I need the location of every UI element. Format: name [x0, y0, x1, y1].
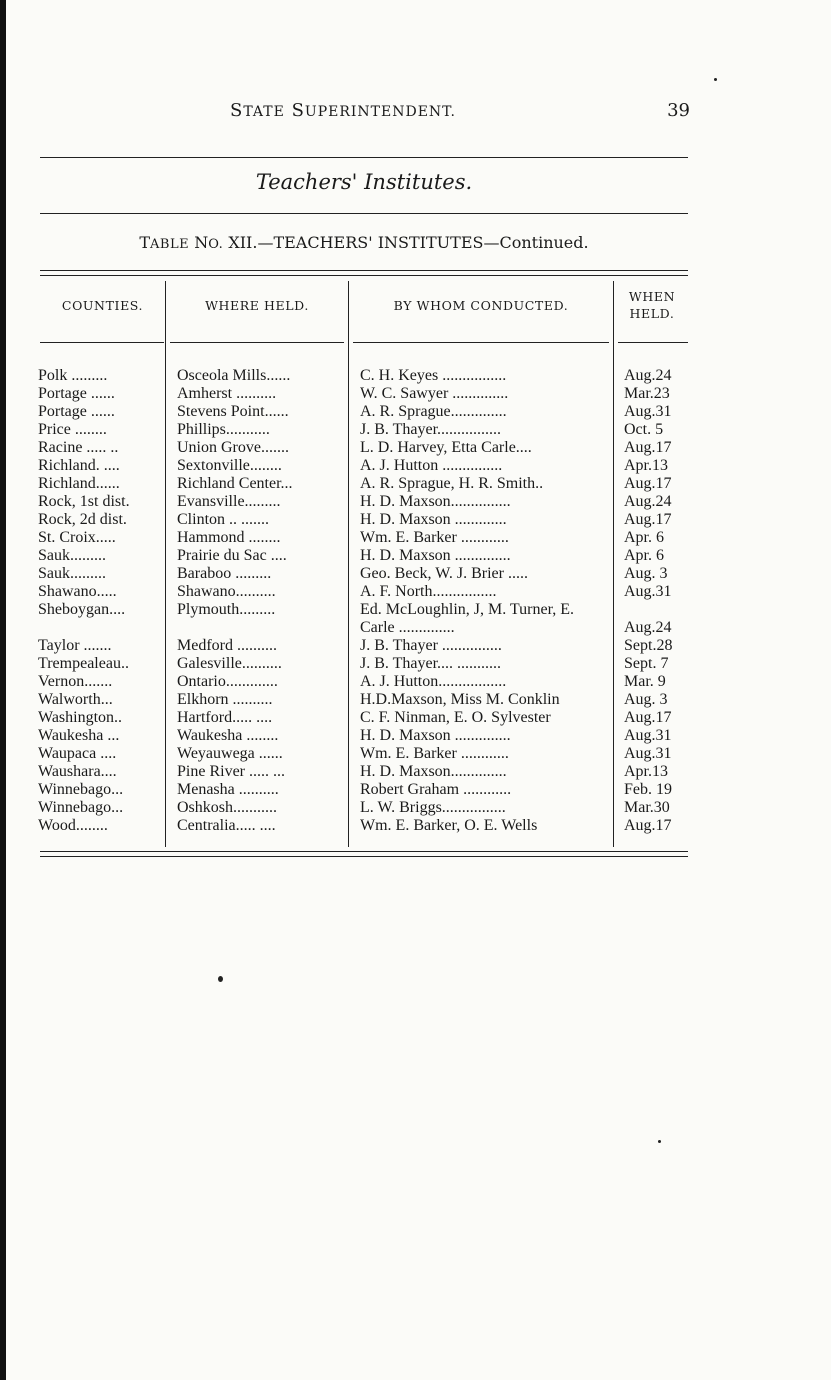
place-cell: Ontario............. [177, 673, 278, 690]
date-cell: Apr. 6 [624, 529, 664, 546]
date-cell: Sept. 7 [624, 655, 669, 672]
section-rule [40, 213, 688, 214]
caption-rest: XII.—TEACHERS' INSTITUTES—Continued. [223, 233, 589, 252]
conductor-cell: Wm. E. Barker ............ [360, 529, 509, 546]
conductor-cell: Robert Graham ............ [360, 781, 512, 798]
table-row [38, 637, 690, 655]
conductor-cell: Wm. E. Barker ............ [360, 745, 509, 762]
table-top-rule-1 [40, 270, 688, 271]
page-edge-shadow [0, 0, 6, 1380]
table-row [38, 403, 690, 421]
date-cell: Oct. 5 [624, 421, 664, 438]
place-cell: Hartford..... .... [177, 709, 273, 726]
conductor-cell: H. D. Maxson.............. [360, 763, 507, 780]
date-cell: Aug.24 [624, 367, 672, 384]
county-cell: Sauk......... [38, 547, 106, 564]
table-row [38, 583, 690, 601]
column-header-where-held: WHERE HELD. [205, 298, 309, 313]
place-cell: Hammond ........ [177, 529, 281, 546]
conductor-cell: H. D. Maxson............... [360, 493, 511, 510]
county-cell: Richland...... [38, 475, 120, 492]
table-row [38, 493, 690, 511]
conductor-cell: A. F. North................ [360, 583, 497, 600]
date-cell: Aug. 3 [624, 565, 668, 582]
table-row [38, 817, 690, 835]
county-cell: Waupaca .... [38, 745, 117, 762]
place-cell: Union Grove....... [177, 439, 289, 456]
county-cell: Price ........ [38, 421, 107, 438]
column-header-when-held [614, 288, 690, 322]
ink-speck [218, 976, 223, 982]
county-cell: Polk ......... [38, 367, 108, 384]
conductor-cell: C. H. Keyes ................ [360, 367, 507, 384]
table-row [38, 745, 690, 763]
table-row [38, 385, 690, 403]
ink-speck [658, 1140, 661, 1143]
county-cell: Washington.. [38, 709, 123, 726]
date-cell: Aug.31 [624, 727, 672, 744]
institutes-table-body [38, 367, 690, 835]
table-row [38, 781, 690, 799]
conductor-cell: J. B. Thayer................ [360, 421, 502, 438]
conductor-cell: H. D. Maxson .............. [360, 727, 511, 744]
place-cell: Phillips........... [177, 421, 270, 438]
conductor-cell: L. D. Harvey, Etta Carle.... [360, 439, 532, 456]
running-title [230, 100, 456, 121]
place-cell: Clinton .. ....... [177, 511, 270, 528]
table-row [38, 511, 690, 529]
table-row [38, 673, 690, 691]
county-cell: St. Croix..... [38, 529, 116, 546]
conductor-cell: C. F. Ninman, E. O. Sylvester [360, 709, 551, 726]
place-cell: Medford .......... [177, 637, 277, 654]
date-cell: Aug.24 [624, 493, 672, 510]
place-cell: Evansville......... [177, 493, 281, 510]
conductor-cell: H. D. Maxson ............. [360, 511, 507, 528]
conductor-cell: Ed. McLoughlin, J, M. Turner, E. Carle .............. [360, 601, 575, 636]
table-row [38, 655, 690, 673]
place-cell: Prairie du Sac .... [177, 547, 287, 564]
place-cell: Waukesha ........ [177, 727, 279, 744]
running-title-cap-2: S [291, 100, 305, 121]
caption-table-rest: ABLE [150, 237, 190, 252]
column-header-counties: COUNTIES. [61, 298, 144, 313]
conductor-cell: L. W. Briggs................ [360, 799, 506, 816]
place-cell: Centralia..... .... [177, 817, 276, 834]
date-cell: Apr. 6 [624, 547, 664, 564]
table-row [38, 421, 690, 439]
county-cell: Rock, 2d dist. [38, 511, 127, 528]
date-cell: Apr.13 [624, 457, 668, 474]
table-bottom-rule-1 [40, 851, 688, 852]
conductor-cell: H.D.Maxson, Miss M. Conklin [360, 691, 560, 708]
header-rule-where-held [170, 342, 344, 343]
date-cell: Sept.28 [624, 637, 673, 654]
column-header-when-line-1: WHEN [628, 289, 676, 304]
place-cell: Elkhorn .......... [177, 691, 273, 708]
county-cell: Trempealeau.. [38, 655, 129, 672]
table-row [38, 439, 690, 457]
conductor-cell: A. J. Hutton ............... [360, 457, 503, 474]
date-cell: Aug. 3 [624, 691, 668, 708]
county-cell: Racine ..... .. [38, 439, 119, 456]
running-title-cap-1: S [230, 100, 244, 121]
running-title-rest-1: TATE [243, 104, 285, 120]
date-cell: Aug.31 [624, 403, 672, 420]
date-cell: Mar.23 [624, 385, 670, 402]
place-cell: Menasha .......... [177, 781, 279, 798]
county-cell: Richland. .... [38, 457, 120, 474]
page-number: 39 [667, 100, 690, 121]
date-cell: Apr.13 [624, 763, 668, 780]
date-cell: Mar. 9 [624, 673, 666, 690]
running-head [40, 100, 690, 128]
county-cell: Waushara.... [38, 763, 117, 780]
conductor-cell: J. B. Thayer ............... [360, 637, 502, 654]
ink-speck [714, 78, 717, 81]
place-cell: Pine River ..... ... [177, 763, 285, 780]
conductor-cell: J. B. Thayer.... ........... [360, 655, 502, 672]
place-cell: Amherst .......... [177, 385, 277, 402]
place-cell: Shawano.......... [177, 583, 276, 600]
date-cell: Aug.31 [624, 745, 672, 762]
running-title-rest-2: UPERINTENDENT. [304, 104, 456, 120]
date-cell: Aug.17 [624, 475, 672, 492]
place-cell: Richland Center... [177, 475, 293, 492]
place-cell: Osceola Mills...... [177, 367, 291, 384]
column-header-by-whom: BY WHOM CONDUCTED. [393, 298, 569, 313]
date-cell: Aug.17 [624, 511, 672, 528]
table-row [38, 709, 690, 727]
county-cell: Walworth... [38, 691, 113, 708]
table-row [38, 691, 690, 709]
conductor-cell: H. D. Maxson .............. [360, 547, 511, 564]
table-caption [40, 233, 688, 252]
county-cell: Taylor ....... [38, 637, 112, 654]
county-cell: Wood........ [38, 817, 108, 834]
table-row [38, 547, 690, 565]
header-rule-counties [40, 342, 164, 343]
section-title: Teachers' Institutes. [255, 170, 473, 194]
county-cell: Rock, 1st dist. [38, 493, 130, 510]
place-cell: Galesville.......... [177, 655, 282, 672]
top-rule [40, 157, 688, 158]
county-cell: Portage ...... [38, 403, 115, 420]
table-row [38, 565, 690, 583]
conductor-cell: A. R. Sprague.............. [360, 403, 507, 420]
table-top-rule-2 [40, 275, 688, 276]
conductor-cell: Geo. Beck, W. J. Brier ..... [360, 565, 528, 582]
table-row [38, 475, 690, 493]
caption-table-cap: T [139, 233, 151, 252]
table-row [38, 763, 690, 781]
caption-no-cap: N [194, 233, 209, 252]
conductor-cell: A. R. Sprague, H. R. Smith.. [360, 475, 544, 492]
county-cell: Shawano..... [38, 583, 117, 600]
place-cell: Weyauwega ...... [177, 745, 283, 762]
county-cell: Sauk......... [38, 565, 106, 582]
table-row [38, 529, 690, 547]
county-cell: Winnebago... [38, 781, 124, 798]
conductor-cell: A. J. Hutton................. [360, 673, 507, 690]
date-cell: Aug.24 [624, 619, 672, 636]
county-cell: Waukesha ... [38, 727, 120, 744]
table-row [38, 457, 690, 475]
date-cell: Mar.30 [624, 799, 670, 816]
place-cell: Plymouth......... [177, 601, 276, 618]
county-cell: Portage ...... [38, 385, 115, 402]
table-bottom-rule-2 [40, 856, 688, 857]
place-cell: Stevens Point...... [177, 403, 289, 420]
caption-no-rest: O. [208, 237, 224, 252]
place-cell: Oshkosh........... [177, 799, 278, 816]
header-rule-when-held [618, 342, 688, 343]
county-cell: Vernon....... [38, 673, 113, 690]
table-row [38, 727, 690, 745]
header-rule-by-whom [353, 342, 609, 343]
table-row [38, 367, 690, 385]
place-cell: Sextonville........ [177, 457, 282, 474]
date-cell: Aug.17 [624, 817, 672, 834]
county-cell: Sheboygan.... [38, 601, 126, 618]
date-cell: Aug.31 [624, 583, 672, 600]
conductor-cell: Wm. E. Barker, O. E. Wells [360, 817, 538, 834]
date-cell: Feb. 19 [624, 781, 672, 798]
column-header-when-line-2: HELD. [629, 306, 675, 321]
date-cell: Aug.17 [624, 439, 672, 456]
table-row [38, 601, 690, 637]
county-cell: Winnebago... [38, 799, 124, 816]
table-row [38, 799, 690, 817]
conductor-cell: W. C. Sawyer .............. [360, 385, 509, 402]
place-cell: Baraboo ......... [177, 565, 272, 582]
date-cell: Aug.17 [624, 709, 672, 726]
